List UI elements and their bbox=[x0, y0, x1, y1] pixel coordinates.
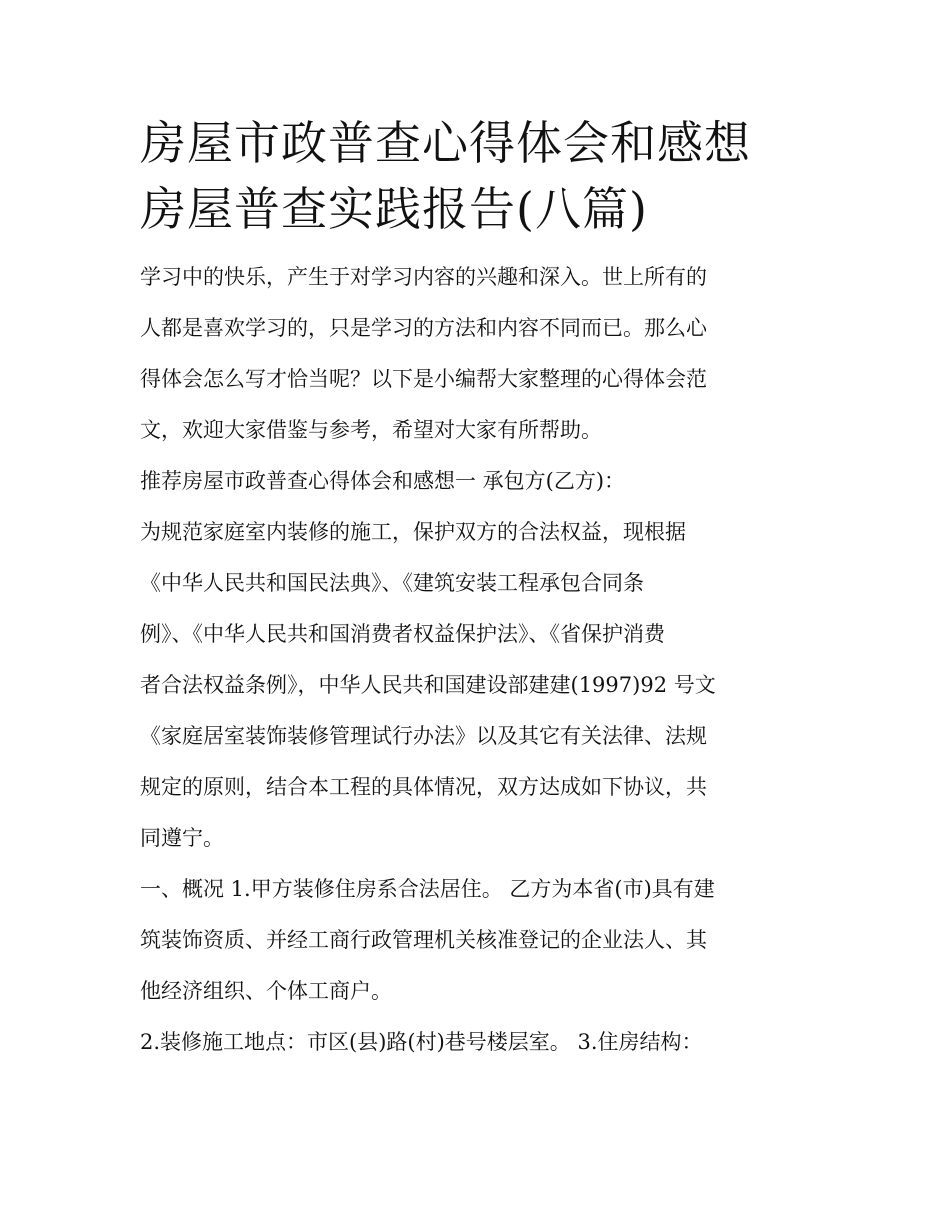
text-line: 例》、《中华人民共和国消费者权益保护法》、《省保护消费 bbox=[140, 622, 665, 646]
text-line: 《家庭居室装饰装修管理试行办法》以及其它有关法律、法规 bbox=[140, 724, 707, 748]
location-paragraph bbox=[140, 1017, 815, 1068]
text-line: 《中华人民共和国民法典》、《建筑安装工程承包合同条 bbox=[140, 571, 644, 595]
text-line: 筑装饰资质、并经工商行政管理机关核准登记的企业法人、其 bbox=[140, 928, 707, 952]
text-line: 者合法权益条例》，中华人民共和国建设部建建(1997)92 号文 bbox=[140, 673, 716, 697]
title-line: 房屋普查实践报告(八篇) bbox=[140, 182, 648, 236]
text-line: 推荐房屋市政普查心得体会和感想一 承包方(乙方)： bbox=[140, 469, 626, 493]
text-line: 人都是喜欢学习的，只是学习的方法和内容不同而已。那么心 bbox=[140, 316, 707, 340]
document-title bbox=[140, 110, 815, 242]
text-line: 得体会怎么写才恰当呢？以下是小编帮大家整理的心得体会范 bbox=[140, 367, 707, 391]
document-page bbox=[140, 110, 815, 1068]
body-paragraph bbox=[140, 507, 815, 864]
text-line: 同遵宁。 bbox=[140, 826, 224, 850]
text-line: 学习中的快乐，产生于对学习内容的兴趣和深入。世上所有的 bbox=[140, 265, 707, 289]
text-line: 文，欢迎大家借鉴与参考，希望对大家有所帮助。 bbox=[140, 418, 602, 442]
intro-paragraph bbox=[140, 252, 815, 456]
text-line: 一、概况 1.甲方装修住房系合法居住。 乙方为本省(市)具有建 bbox=[140, 877, 715, 901]
text-line: 规定的原则，结合本工程的具体情况，双方达成如下协议，共 bbox=[140, 775, 707, 799]
overview-paragraph bbox=[140, 864, 815, 1017]
section-heading-paragraph bbox=[140, 456, 815, 507]
text-line: 他经济组织、个体工商户。 bbox=[140, 979, 392, 1003]
text-line: 为规范家庭室内装修的施工，保护双方的合法权益，现根据 bbox=[140, 520, 686, 544]
text-line: 2.装修施工地点：市区(县)路(村)巷号楼层室。 3.住房结构： bbox=[140, 1030, 703, 1054]
title-line: 房屋市政普查心得体会和感想 bbox=[140, 116, 751, 170]
